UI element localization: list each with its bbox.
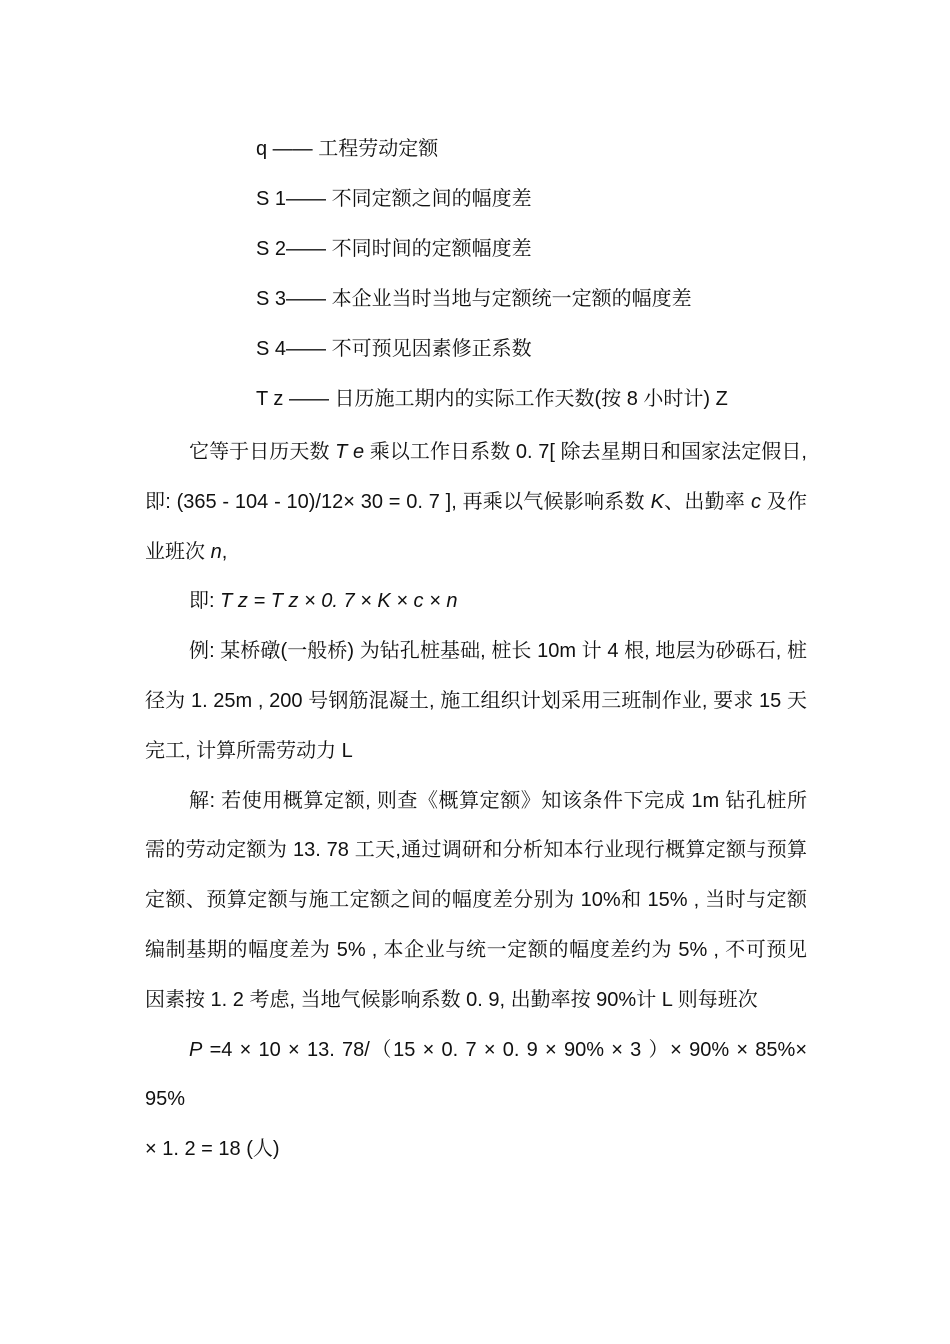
text-span: 它等于日历天数 [189, 441, 336, 463]
text-span: , [221, 540, 228, 563]
symbol-c: c [750, 490, 761, 513]
definition-s4: S 4—— 不可预见因素修正系数 [256, 338, 532, 360]
definition-s3: S 3—— 本企业当时当地与定额统一定额的幅度差 [256, 288, 692, 310]
definition-s2: S 2—— 不同时间的定额幅度差 [256, 238, 532, 260]
paragraph-workday-explanation [145, 428, 807, 577]
formula-line-2: × 1. 2 = 18 (人) [145, 1138, 280, 1161]
formula-line-1: =4 × 10 × 13. 78/（15 × 0. 7 × 0. 9 × 90% × 3 ）× 90% × 85%× 95% [145, 1038, 807, 1111]
symbol-k: K [650, 490, 664, 513]
paragraph-example: 例: 某桥礅(一般桥) 为钻孔桩基础, 桩长 10m 计 4 根, 地层为砂砾石, 桩径为 1. 25m , 200 号钢筋混凝土, 施工组织计划采用三班制作业, 要求 15 天完工, 计算所需劳动力 L [145, 640, 807, 762]
definition-s1: S 1—— 不同定额之间的幅度差 [256, 188, 532, 210]
paragraph-solution: 解: 若使用概算定额, 则查《概算定额》知该条件下完成 1m 钻孔桩所需的劳动定额为 13. 78 工天,通过调研和分析知本行业现行概算定额与预算定额、预算定额与施工定额之间的幅度差分别为 10%和 15% , 当时与定额编制基期的幅度差为 5% , 本企业与统一定额的幅度差约为 5% , 不可预见因素按 1. 2 考虑, 当地气候影响系数 0. 9, 出勤率按 90%计 L 则每班次 [145, 789, 807, 1011]
text-span: 乘以工作日系数 0. 7[ 除去星期日和国家法定假日, 即: (365 - 104 - 10)/12× 30 = 0. 7 ], 再乘以气候影响系数 [145, 441, 807, 513]
definition-q: q —— 工程劳动定额 [256, 138, 439, 160]
text-span: 即: [189, 590, 221, 613]
text-span: 、出勤率 [663, 490, 751, 513]
symbol-n: n [210, 540, 222, 563]
paragraph-tz-formula [145, 577, 807, 627]
symbol-p: P [189, 1038, 203, 1061]
paragraph-result-formula [145, 1026, 807, 1175]
document-body [145, 428, 807, 1175]
text-span: 及作业班次 [145, 490, 807, 563]
symbol-definition-list [256, 132, 728, 432]
definition-tz: T z —— 日历施工期内的实际工作天数(按 8 小时计) Z [256, 388, 728, 410]
tz-formula: T z = T z × 0. 7 × K × c × n [220, 590, 458, 613]
symbol-te: T e [335, 441, 365, 463]
